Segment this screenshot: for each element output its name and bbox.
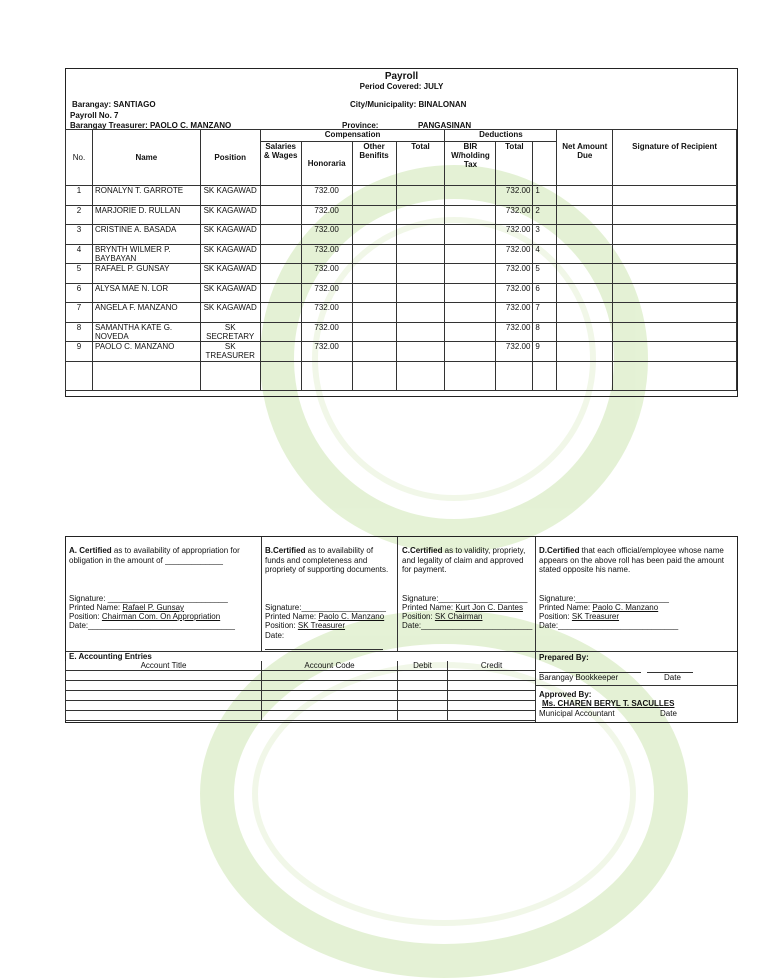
row-net-amount — [557, 205, 613, 225]
row-honoraria: 732.00 — [301, 186, 352, 206]
row-total — [396, 283, 445, 303]
row-other-benefits — [352, 186, 396, 206]
row-index: 8 — [533, 322, 557, 342]
row-deduction-total: 732.00 — [496, 264, 533, 284]
row-index: 9 — [533, 342, 557, 362]
row-honoraria: 732.00 — [301, 264, 352, 284]
row-index: 5 — [533, 264, 557, 284]
row-salaries — [260, 244, 301, 264]
cert-b-position: SK Treasurer — [297, 621, 346, 630]
cert-c — [402, 546, 532, 575]
col-bir: BIR W/holding Tax — [445, 142, 496, 186]
row-bir — [445, 303, 496, 323]
col-deductions: Deductions — [445, 130, 557, 142]
row-honoraria: 732.00 — [301, 205, 352, 225]
cert-c-position: SK Chairman — [434, 612, 483, 621]
row-name: BRYNTH WILMER P. BAYBAYAN — [92, 244, 200, 264]
row-position: SK SECRETARY — [200, 322, 260, 342]
col-signature: Signature of Recipient — [613, 142, 737, 186]
col-salaries: Salaries & Wages — [260, 142, 301, 186]
cert-d-signature: Signature:_____________________ — [539, 594, 669, 603]
cert-b-text: as to availability of funds and completeness and propriety of supporting documents. — [265, 546, 389, 574]
acct-col-title: Account Title — [66, 661, 262, 671]
row-no: 6 — [66, 283, 93, 303]
certification-block — [65, 536, 738, 723]
row-deduction-total: 732.00 — [496, 303, 533, 323]
cert-a-date: Date:_________________________________ — [69, 621, 235, 630]
cert-b-name-label: Printed Name: — [265, 612, 319, 621]
table-row — [66, 283, 737, 303]
acct-col-debit: Debit — [398, 661, 448, 671]
row-total — [396, 303, 445, 323]
approved-date: Date — [660, 709, 677, 718]
col-deduction-total: Total — [496, 142, 533, 186]
row-bir — [445, 342, 496, 362]
row-total — [396, 186, 445, 206]
row-other-benefits — [352, 205, 396, 225]
row-salaries — [260, 264, 301, 284]
row-honoraria: 732.00 — [301, 322, 352, 342]
cert-a — [69, 546, 257, 565]
row-index: 2 — [533, 205, 557, 225]
row-net-amount — [557, 244, 613, 264]
cert-c-name-label: Printed Name: — [402, 603, 456, 612]
treasurer-label: Barangay Treasurer: PAOLO C. MANZANO — [70, 121, 232, 130]
cert-a-name-label: Printed Name: — [69, 603, 123, 612]
cert-c-title: C.Certified — [402, 546, 443, 555]
prepared-date: Date — [664, 673, 681, 682]
acct-col-credit: Credit — [448, 661, 536, 671]
table-row — [66, 342, 737, 362]
city-label: City/Municipality: BINALONAN — [350, 100, 467, 109]
row-salaries — [260, 322, 301, 342]
row-total — [396, 264, 445, 284]
row-position: SK KAGAWAD — [200, 186, 260, 206]
row-signature — [613, 342, 737, 362]
row-no: 9 — [66, 342, 93, 362]
row-honoraria: 732.00 — [301, 303, 352, 323]
row-signature — [613, 205, 737, 225]
payroll-table — [65, 129, 737, 391]
row-honoraria: 732.00 — [301, 244, 352, 264]
cert-a-signature: Signature: ___________________________ — [69, 594, 228, 603]
payroll-number: Payroll No. 7 — [70, 111, 119, 120]
barangay-label: Barangay: SANTIAGO — [72, 100, 156, 109]
col-other-benefits: Other Benifits — [352, 142, 396, 186]
row-name: ALYSA MAE N. LOR — [92, 283, 200, 303]
row-index: 7 — [533, 303, 557, 323]
col-name: Name — [92, 130, 200, 186]
row-signature — [613, 186, 737, 206]
row-deduction-total: 732.00 — [496, 244, 533, 264]
row-bir — [445, 205, 496, 225]
row-net-amount — [557, 342, 613, 362]
row-signature — [613, 283, 737, 303]
row-position: SK KAGAWAD — [200, 283, 260, 303]
row-index: 1 — [533, 186, 557, 206]
row-no: 2 — [66, 205, 93, 225]
row-name: RAFAEL P. GUNSAY — [92, 264, 200, 284]
row-net-amount — [557, 303, 613, 323]
row-name: MARJORIE D. RULLAN — [92, 205, 200, 225]
cert-c-pos-label: Position: — [402, 612, 435, 621]
province-value: PANGASINAN — [418, 121, 472, 130]
cert-b-title: B.Certified — [265, 546, 306, 555]
row-salaries — [260, 186, 301, 206]
row-no: 5 — [66, 264, 93, 284]
row-net-amount — [557, 283, 613, 303]
cert-d — [539, 546, 735, 575]
row-no: 7 — [66, 303, 93, 323]
col-total: Total — [396, 142, 445, 186]
row-name: RONALYN T. GARROTE — [92, 186, 200, 206]
col-honoraria: Honoraria — [301, 142, 352, 186]
cert-b-signature: Signature:___________________ — [265, 603, 387, 612]
row-net-amount — [557, 322, 613, 342]
row-signature — [613, 225, 737, 245]
cert-b — [265, 546, 393, 575]
row-deduction-total: 732.00 — [496, 186, 533, 206]
cert-a-title: A. Certified — [69, 546, 112, 555]
row-signature — [613, 264, 737, 284]
cert-a-pos-label: Position: — [69, 612, 102, 621]
row-name: SAMANTHA KATE G. NOVEDA — [92, 322, 200, 342]
row-deduction-total: 732.00 — [496, 322, 533, 342]
row-salaries — [260, 342, 301, 362]
col-net-amount: Net Amount Due — [557, 142, 613, 186]
row-total — [396, 225, 445, 245]
row-name: ANGELA F. MANZANO — [92, 303, 200, 323]
row-salaries — [260, 205, 301, 225]
row-name: PAOLO C. MANZANO — [92, 342, 200, 362]
row-no: 1 — [66, 186, 93, 206]
cert-c-text: as to validity, propriety, and legality of claim and approved for payment. — [402, 546, 526, 574]
row-deduction-total: 732.00 — [496, 205, 533, 225]
row-salaries — [260, 225, 301, 245]
table-row — [66, 303, 737, 323]
row-no: 4 — [66, 244, 93, 264]
row-signature — [613, 322, 737, 342]
row-deduction-total: 732.00 — [496, 283, 533, 303]
row-salaries — [260, 283, 301, 303]
row-position: SK KAGAWAD — [200, 303, 260, 323]
row-position: SK TREASURER — [200, 342, 260, 362]
cert-d-title: D.Certified — [539, 546, 580, 555]
payroll-title: Payroll — [384, 71, 419, 82]
province-label: Province: — [342, 121, 379, 130]
row-net-amount — [557, 225, 613, 245]
table-row — [66, 322, 737, 342]
period-covered: Period Covered: JULY — [359, 82, 444, 91]
row-index: 3 — [533, 225, 557, 245]
prepared-by-label: Prepared By: — [539, 653, 589, 662]
cert-d-date: Date:___________________________ — [539, 621, 679, 630]
col-no: No. — [66, 130, 93, 186]
cert-d-name-label: Printed Name: — [539, 603, 593, 612]
row-bir — [445, 283, 496, 303]
row-index: 4 — [533, 244, 557, 264]
cert-c-date: Date:_________________________ — [402, 621, 533, 630]
approved-by-label: Approved By: — [539, 690, 592, 699]
row-position: SK KAGAWAD — [200, 205, 260, 225]
cert-b-date: Date: — [265, 631, 285, 640]
row-net-amount — [557, 264, 613, 284]
row-total — [396, 342, 445, 362]
cert-d-text: that each official/employee whose name appears on the above roll has been paid the amount stated opposite his name. — [539, 546, 725, 574]
cert-d-position: SK Treasurer — [571, 612, 620, 621]
approved-role: Municipal Accountant — [539, 709, 615, 718]
cert-b-pos-label: Position: — [265, 621, 298, 630]
table-row — [66, 244, 737, 264]
row-salaries — [260, 303, 301, 323]
row-index: 6 — [533, 283, 557, 303]
row-deduction-total: 732.00 — [496, 342, 533, 362]
cert-a-position: Chairman Com. On Appropriation — [101, 612, 221, 621]
row-honoraria: 732.00 — [301, 283, 352, 303]
row-total — [396, 205, 445, 225]
row-position: SK KAGAWAD — [200, 244, 260, 264]
row-position: SK KAGAWAD — [200, 264, 260, 284]
row-other-benefits — [352, 303, 396, 323]
row-bir — [445, 186, 496, 206]
table-row — [66, 225, 737, 245]
row-total — [396, 322, 445, 342]
cert-a-text: as to availability of appropriation for obligation in the amount of _____________ — [69, 546, 240, 565]
table-row — [66, 186, 737, 206]
row-total — [396, 244, 445, 264]
row-net-amount — [557, 186, 613, 206]
cert-d-name: Paolo C. Manzano — [592, 603, 659, 612]
row-bir — [445, 244, 496, 264]
row-signature — [613, 244, 737, 264]
acct-col-code: Account Code — [262, 661, 398, 671]
table-row — [66, 264, 737, 284]
accounting-title: E. Accounting Entries — [69, 652, 152, 661]
table-row — [66, 205, 737, 225]
row-bir — [445, 264, 496, 284]
col-position: Position — [200, 130, 260, 186]
row-other-benefits — [352, 225, 396, 245]
row-other-benefits — [352, 264, 396, 284]
payroll-sheet — [65, 68, 738, 397]
row-other-benefits — [352, 342, 396, 362]
row-position: SK KAGAWAD — [200, 225, 260, 245]
row-honoraria: 732.00 — [301, 342, 352, 362]
row-no: 3 — [66, 225, 93, 245]
cert-b-name: Paolo C. Manzano — [318, 612, 385, 621]
row-bir — [445, 322, 496, 342]
prepared-role: Barangay Bookkeeper — [539, 673, 619, 682]
cert-d-pos-label: Position: — [539, 612, 572, 621]
row-deduction-total: 732.00 — [496, 225, 533, 245]
cert-c-name: Kurt Jon C. Dantes — [455, 603, 523, 612]
row-signature — [613, 303, 737, 323]
approved-name: Ms. CHAREN BERYL T. SACULLES — [542, 699, 675, 708]
row-honoraria: 732.00 — [301, 225, 352, 245]
row-other-benefits — [352, 322, 396, 342]
row-name: CRISTINE A. BASADA — [92, 225, 200, 245]
cert-c-signature: Signature:____________________ — [402, 594, 528, 603]
row-no: 8 — [66, 322, 93, 342]
row-other-benefits — [352, 244, 396, 264]
accounting-table — [65, 661, 536, 721]
row-other-benefits — [352, 283, 396, 303]
col-compensation: Compensation — [260, 130, 445, 142]
row-bir — [445, 225, 496, 245]
cert-a-name: Rafael P. Gunsay — [122, 603, 185, 612]
